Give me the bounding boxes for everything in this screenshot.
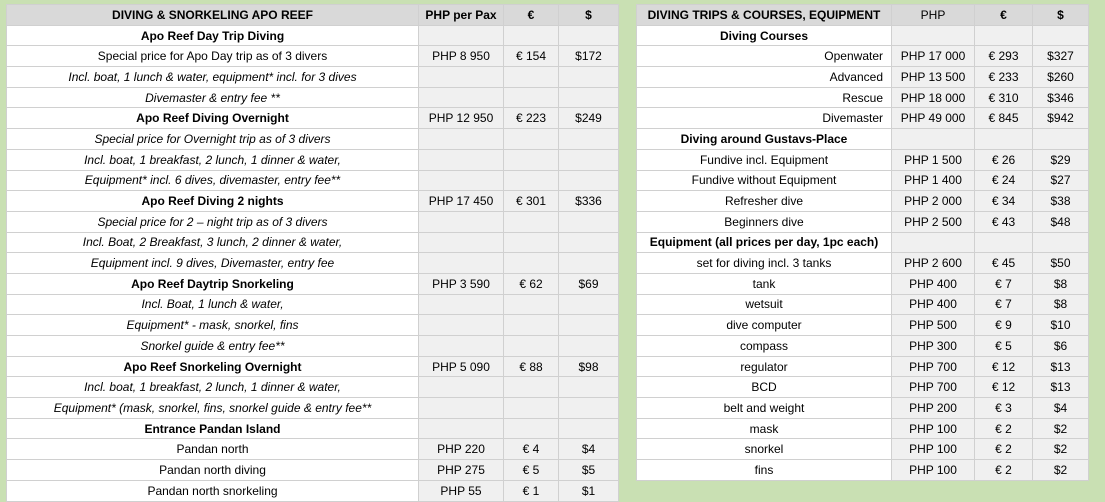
- price-php-cell: PHP 400: [892, 294, 975, 315]
- row-label-cell: Apo Reef Daytrip Snorkeling: [7, 273, 419, 294]
- price-eur-cell: € 12: [975, 377, 1033, 398]
- row-label-cell: Fundive incl. Equipment: [637, 149, 892, 170]
- table-row: [637, 294, 1089, 315]
- price-php-cell: PHP 275: [419, 460, 504, 481]
- price-php-cell: [419, 418, 504, 439]
- row-label-cell: Entrance Pandan Island: [7, 418, 419, 439]
- price-eur-cell: € 293: [975, 46, 1033, 67]
- price-usd-cell: $10: [1033, 315, 1089, 336]
- price-usd-cell: $172: [559, 46, 619, 67]
- price-usd-cell: [559, 170, 619, 191]
- price-usd-cell: $6: [1033, 336, 1089, 357]
- header-usd: $: [559, 5, 619, 26]
- price-php-cell: PHP 49 000: [892, 108, 975, 129]
- table-row: [637, 87, 1089, 108]
- row-label-cell: mask: [637, 418, 892, 439]
- table-row: [637, 67, 1089, 88]
- price-php-cell: PHP 100: [892, 439, 975, 460]
- price-usd-cell: [559, 87, 619, 108]
- price-php-cell: PHP 700: [892, 356, 975, 377]
- price-eur-cell: € 233: [975, 67, 1033, 88]
- header-usd: $: [1033, 5, 1089, 26]
- price-php-cell: PHP 400: [892, 273, 975, 294]
- table-row: [637, 377, 1089, 398]
- table-row: [637, 460, 1089, 481]
- price-eur-cell: [504, 253, 559, 274]
- table-row: [7, 232, 619, 253]
- table-row: [7, 460, 619, 481]
- price-php-cell: [419, 129, 504, 150]
- price-usd-cell: $8: [1033, 294, 1089, 315]
- table-row: [637, 108, 1089, 129]
- price-php-cell: PHP 2 500: [892, 211, 975, 232]
- price-usd-cell: $346: [1033, 87, 1089, 108]
- price-usd-cell: [559, 377, 619, 398]
- table-row: [7, 46, 619, 67]
- table-row: [7, 294, 619, 315]
- price-usd-cell: $1: [559, 480, 619, 501]
- price-php-cell: [419, 315, 504, 336]
- price-eur-cell: [504, 149, 559, 170]
- price-eur-cell: [975, 129, 1033, 150]
- header-php: PHP: [892, 5, 975, 26]
- header-title: DIVING & SNORKELING APO REEF: [7, 5, 419, 26]
- price-php-cell: [892, 232, 975, 253]
- row-label-cell: Refresher dive: [637, 191, 892, 212]
- price-php-cell: PHP 1 500: [892, 149, 975, 170]
- price-usd-cell: $13: [1033, 377, 1089, 398]
- row-label-cell: Beginners dive: [637, 211, 892, 232]
- row-label-cell: Advanced: [637, 67, 892, 88]
- price-usd-cell: [559, 129, 619, 150]
- price-php-cell: PHP 500: [892, 315, 975, 336]
- row-label-cell: Divemaster: [637, 108, 892, 129]
- price-usd-cell: [559, 315, 619, 336]
- row-label-cell: Pandan north: [7, 439, 419, 460]
- row-label-cell: Openwater: [637, 46, 892, 67]
- price-usd-cell: [559, 398, 619, 419]
- apo-reef-table-body: [7, 25, 619, 501]
- price-eur-cell: [504, 294, 559, 315]
- price-eur-cell: [975, 25, 1033, 46]
- table-row: [637, 253, 1089, 274]
- price-eur-cell: € 7: [975, 294, 1033, 315]
- price-php-cell: [419, 67, 504, 88]
- price-usd-cell: [559, 294, 619, 315]
- table-row: [7, 398, 619, 419]
- price-php-cell: PHP 17 450: [419, 191, 504, 212]
- price-usd-cell: [559, 25, 619, 46]
- row-label-cell: Incl. boat, 1 breakfast, 2 lunch, 1 dinner & water,: [7, 149, 419, 170]
- apo-reef-price-table: [6, 4, 619, 502]
- row-label-cell: Special price for 2 – night trip as of 3 divers: [7, 211, 419, 232]
- price-usd-cell: $260: [1033, 67, 1089, 88]
- price-usd-cell: $27: [1033, 170, 1089, 191]
- row-label-cell: Apo Reef Diving Overnight: [7, 108, 419, 129]
- trips-table-body: [637, 25, 1089, 480]
- row-label-cell: snorkel: [637, 439, 892, 460]
- price-usd-cell: $38: [1033, 191, 1089, 212]
- price-php-cell: PHP 5 090: [419, 356, 504, 377]
- price-php-cell: [419, 294, 504, 315]
- header-eur: €: [975, 5, 1033, 26]
- row-label-cell: Equipment incl. 9 dives, Divemaster, entry fee: [7, 253, 419, 274]
- price-usd-cell: $4: [559, 439, 619, 460]
- table-row: [7, 25, 619, 46]
- table-row: [7, 67, 619, 88]
- price-usd-cell: $29: [1033, 149, 1089, 170]
- row-label-cell: Incl. boat, 1 breakfast, 2 lunch, 1 dinner & water,: [7, 377, 419, 398]
- price-php-cell: PHP 200: [892, 398, 975, 419]
- table-row: [7, 377, 619, 398]
- table-row: [637, 25, 1089, 46]
- price-eur-cell: [504, 25, 559, 46]
- table-row: [7, 170, 619, 191]
- price-eur-cell: [504, 211, 559, 232]
- price-usd-cell: [559, 232, 619, 253]
- header-title: DIVING TRIPS & COURSES, EQUIPMENT: [637, 5, 892, 26]
- price-usd-cell: $4: [1033, 398, 1089, 419]
- price-usd-cell: [559, 211, 619, 232]
- price-eur-cell: € 26: [975, 149, 1033, 170]
- header-php: PHP per Pax: [419, 5, 504, 26]
- table-row: [7, 315, 619, 336]
- price-eur-cell: [504, 232, 559, 253]
- price-eur-cell: € 43: [975, 211, 1033, 232]
- price-php-cell: [419, 253, 504, 274]
- price-eur-cell: [504, 377, 559, 398]
- price-php-cell: [419, 87, 504, 108]
- table-row: [7, 191, 619, 212]
- table-row: [7, 129, 619, 150]
- row-label-cell: Equipment* incl. 6 dives, divemaster, entry fee**: [7, 170, 419, 191]
- price-eur-cell: € 24: [975, 170, 1033, 191]
- price-usd-cell: [1033, 129, 1089, 150]
- price-usd-cell: [559, 336, 619, 357]
- price-usd-cell: $2: [1033, 418, 1089, 439]
- price-eur-cell: € 3: [975, 398, 1033, 419]
- row-label-cell: Special price for Overnight trip as of 3 divers: [7, 129, 419, 150]
- row-label-cell: Equipment* (mask, snorkel, fins, snorkel guide & entry fee**: [7, 398, 419, 419]
- table-row: [637, 418, 1089, 439]
- price-usd-cell: $48: [1033, 211, 1089, 232]
- price-eur-cell: € 2: [975, 460, 1033, 481]
- row-label-cell: Apo Reef Diving 2 nights: [7, 191, 419, 212]
- price-eur-cell: € 301: [504, 191, 559, 212]
- table-row: [637, 356, 1089, 377]
- price-usd-cell: $336: [559, 191, 619, 212]
- row-label-cell: Divemaster & entry fee **: [7, 87, 419, 108]
- row-label-cell: Fundive without Equipment: [637, 170, 892, 191]
- row-label-cell: fins: [637, 460, 892, 481]
- price-eur-cell: € 310: [975, 87, 1033, 108]
- price-usd-cell: [1033, 232, 1089, 253]
- price-usd-cell: $942: [1033, 108, 1089, 129]
- price-php-cell: [419, 336, 504, 357]
- table-row: [7, 336, 619, 357]
- price-eur-cell: € 12: [975, 356, 1033, 377]
- row-label-cell: Diving around Gustavs-Place: [637, 129, 892, 150]
- row-label-cell: belt and weight: [637, 398, 892, 419]
- price-usd-cell: [559, 418, 619, 439]
- price-php-cell: [419, 25, 504, 46]
- row-label-cell: compass: [637, 336, 892, 357]
- price-php-cell: PHP 3 590: [419, 273, 504, 294]
- table-row: [7, 108, 619, 129]
- price-php-cell: PHP 100: [892, 418, 975, 439]
- price-eur-cell: € 5: [975, 336, 1033, 357]
- price-php-cell: PHP 100: [892, 460, 975, 481]
- row-label-cell: Diving Courses: [637, 25, 892, 46]
- price-eur-cell: [504, 87, 559, 108]
- price-eur-cell: € 845: [975, 108, 1033, 129]
- table-row: [637, 273, 1089, 294]
- row-label-cell: Incl. Boat, 1 lunch & water,: [7, 294, 419, 315]
- table-row: [7, 418, 619, 439]
- table-row: [7, 356, 619, 377]
- table-row: [7, 87, 619, 108]
- price-php-cell: PHP 300: [892, 336, 975, 357]
- trips-courses-price-panel: [636, 4, 1088, 481]
- price-php-cell: PHP 1 400: [892, 170, 975, 191]
- price-usd-cell: $5: [559, 460, 619, 481]
- price-php-cell: PHP 700: [892, 377, 975, 398]
- price-eur-cell: [504, 67, 559, 88]
- price-eur-cell: [504, 129, 559, 150]
- price-usd-cell: $98: [559, 356, 619, 377]
- price-eur-cell: € 9: [975, 315, 1033, 336]
- row-label-cell: Rescue: [637, 87, 892, 108]
- price-php-cell: [892, 129, 975, 150]
- row-label-cell: wetsuit: [637, 294, 892, 315]
- table-row: [7, 480, 619, 501]
- table-row: [7, 149, 619, 170]
- price-usd-cell: $69: [559, 273, 619, 294]
- row-label-cell: Snorkel guide & entry fee**: [7, 336, 419, 357]
- table-header-row: [7, 5, 619, 26]
- row-label-cell: Equipment* - mask, snorkel, fins: [7, 315, 419, 336]
- price-php-cell: PHP 8 950: [419, 46, 504, 67]
- row-label-cell: BCD: [637, 377, 892, 398]
- price-eur-cell: € 88: [504, 356, 559, 377]
- price-usd-cell: [559, 253, 619, 274]
- price-php-cell: PHP 18 000: [892, 87, 975, 108]
- table-row: [637, 398, 1089, 419]
- row-label-cell: set for diving incl. 3 tanks: [637, 253, 892, 274]
- price-php-cell: PHP 55: [419, 480, 504, 501]
- price-usd-cell: $249: [559, 108, 619, 129]
- table-row: [637, 170, 1089, 191]
- price-eur-cell: € 45: [975, 253, 1033, 274]
- table-row: [637, 129, 1089, 150]
- price-php-cell: [419, 211, 504, 232]
- table-row: [637, 232, 1089, 253]
- price-php-cell: [419, 377, 504, 398]
- price-eur-cell: € 62: [504, 273, 559, 294]
- row-label-cell: Apo Reef Day Trip Diving: [7, 25, 419, 46]
- row-label-cell: Incl. Boat, 2 Breakfast, 3 lunch, 2 dinner & water,: [7, 232, 419, 253]
- row-label-cell: regulator: [637, 356, 892, 377]
- price-eur-cell: € 223: [504, 108, 559, 129]
- price-usd-cell: $13: [1033, 356, 1089, 377]
- price-usd-cell: [559, 67, 619, 88]
- price-usd-cell: $2: [1033, 460, 1089, 481]
- row-label-cell: tank: [637, 273, 892, 294]
- table-row: [7, 439, 619, 460]
- table-row: [637, 439, 1089, 460]
- price-eur-cell: € 7: [975, 273, 1033, 294]
- price-php-cell: [419, 149, 504, 170]
- price-php-cell: PHP 220: [419, 439, 504, 460]
- table-row: [7, 273, 619, 294]
- price-eur-cell: [504, 418, 559, 439]
- header-eur: €: [504, 5, 559, 26]
- table-row: [637, 211, 1089, 232]
- price-php-cell: [419, 170, 504, 191]
- price-usd-cell: [559, 149, 619, 170]
- row-label-cell: dive computer: [637, 315, 892, 336]
- row-label-cell: Equipment (all prices per day, 1pc each): [637, 232, 892, 253]
- price-php-cell: [892, 25, 975, 46]
- price-eur-cell: € 5: [504, 460, 559, 481]
- row-label-cell: Pandan north diving: [7, 460, 419, 481]
- price-eur-cell: [975, 232, 1033, 253]
- price-eur-cell: [504, 315, 559, 336]
- price-eur-cell: € 4: [504, 439, 559, 460]
- price-eur-cell: € 154: [504, 46, 559, 67]
- price-usd-cell: $327: [1033, 46, 1089, 67]
- table-row: [637, 191, 1089, 212]
- price-usd-cell: $8: [1033, 273, 1089, 294]
- price-php-cell: PHP 12 950: [419, 108, 504, 129]
- price-php-cell: [419, 398, 504, 419]
- table-row: [637, 46, 1089, 67]
- table-row: [7, 211, 619, 232]
- price-eur-cell: € 34: [975, 191, 1033, 212]
- price-php-cell: PHP 2 000: [892, 191, 975, 212]
- table-row: [7, 253, 619, 274]
- trips-courses-price-table: [636, 4, 1089, 481]
- price-php-cell: PHP 17 000: [892, 46, 975, 67]
- price-php-cell: [419, 232, 504, 253]
- row-label-cell: Special price for Apo Day trip as of 3 divers: [7, 46, 419, 67]
- price-eur-cell: [504, 398, 559, 419]
- price-php-cell: PHP 13 500: [892, 67, 975, 88]
- row-label-cell: Apo Reef Snorkeling Overnight: [7, 356, 419, 377]
- price-eur-cell: € 2: [975, 418, 1033, 439]
- row-label-cell: Incl. boat, 1 lunch & water, equipment* incl. for 3 dives: [7, 67, 419, 88]
- price-eur-cell: € 2: [975, 439, 1033, 460]
- table-row: [637, 149, 1089, 170]
- price-eur-cell: € 1: [504, 480, 559, 501]
- table-row: [637, 336, 1089, 357]
- price-php-cell: PHP 2 600: [892, 253, 975, 274]
- price-usd-cell: $2: [1033, 439, 1089, 460]
- apo-reef-price-panel: [6, 4, 618, 502]
- price-usd-cell: $50: [1033, 253, 1089, 274]
- price-usd-cell: [1033, 25, 1089, 46]
- price-eur-cell: [504, 170, 559, 191]
- row-label-cell: Pandan north snorkeling: [7, 480, 419, 501]
- table-header-row: [637, 5, 1089, 26]
- price-eur-cell: [504, 336, 559, 357]
- table-row: [637, 315, 1089, 336]
